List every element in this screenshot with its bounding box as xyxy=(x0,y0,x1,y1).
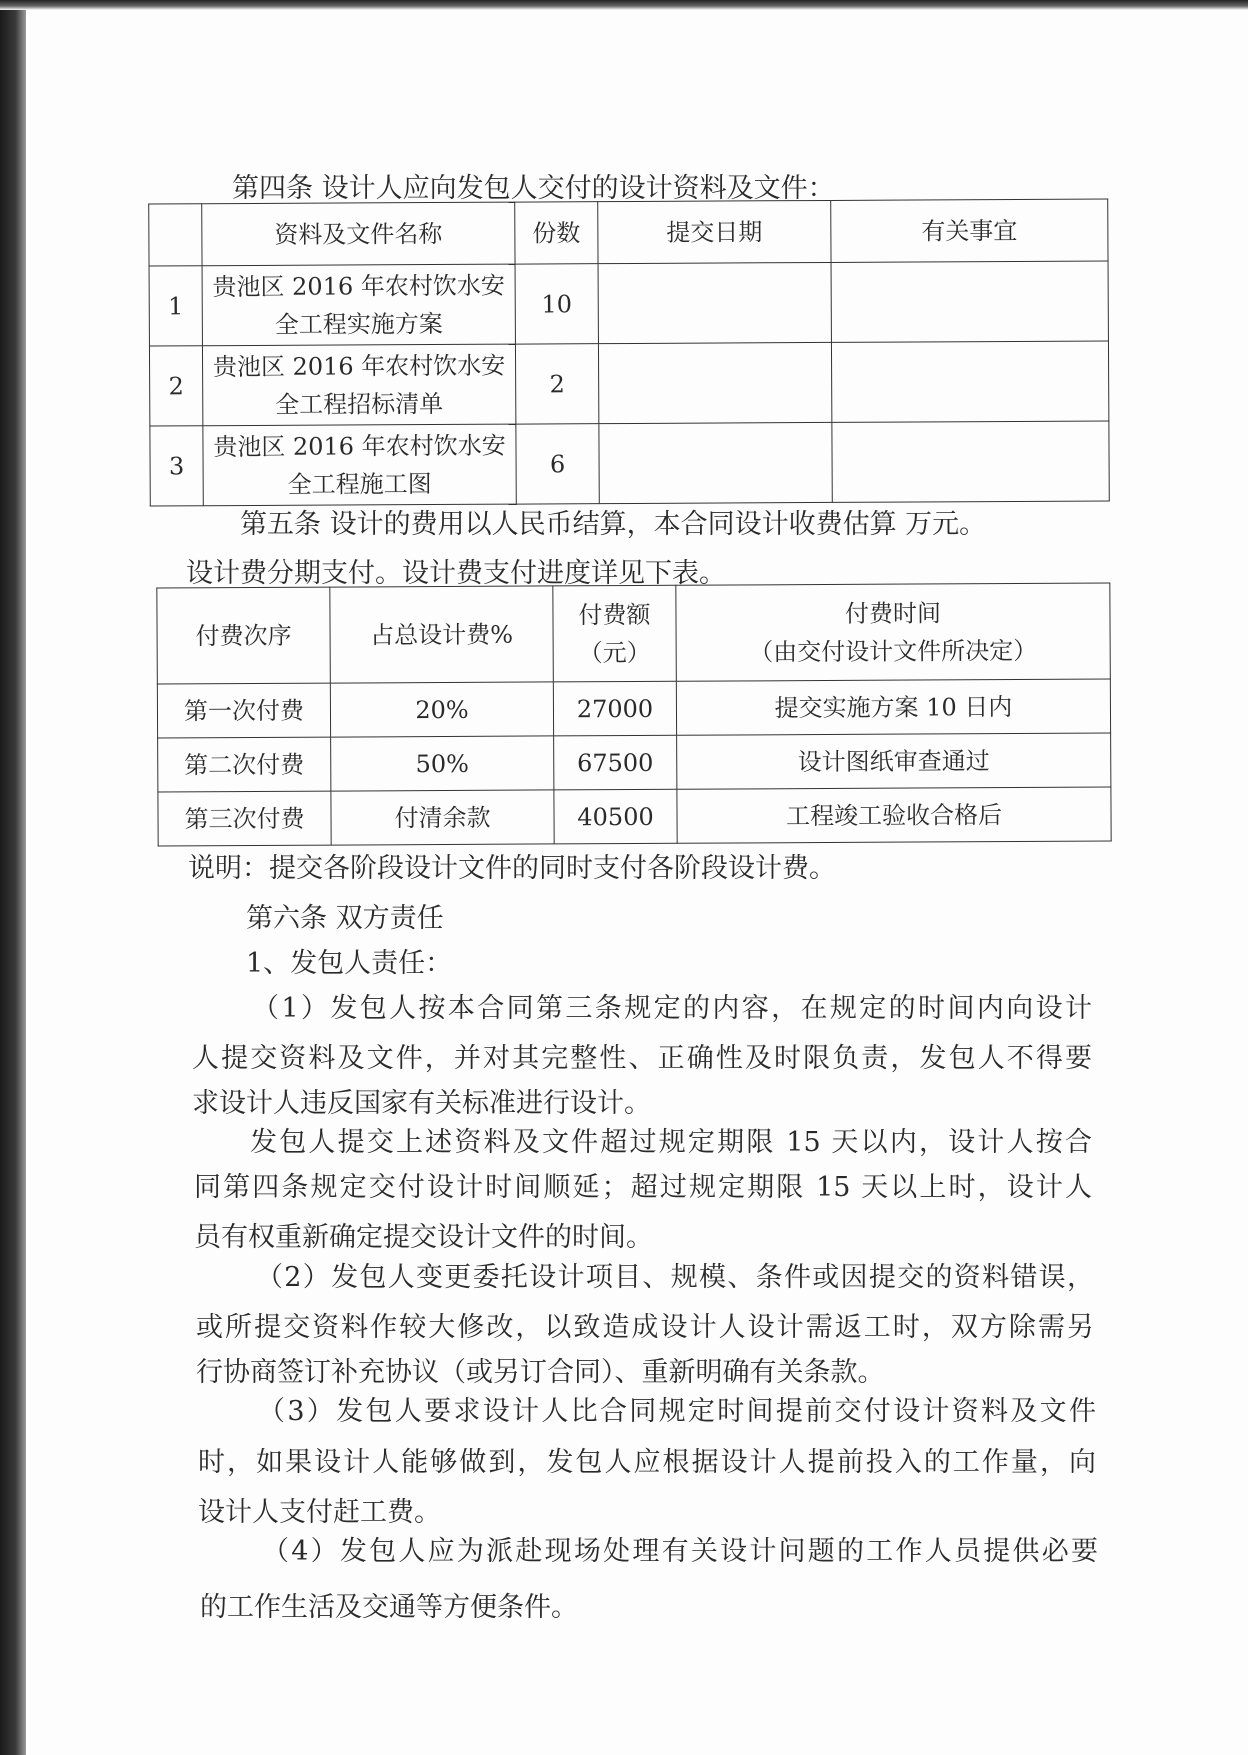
article5-line1: 第五条 设计的费用以人民币结算，本合同设计收费估算 万元。 xyxy=(240,509,987,540)
body-line: 求设计人违反国家有关标准进行设计。 xyxy=(192,1088,651,1119)
header-time xyxy=(676,583,1110,681)
header-name: 资料及文件名称 xyxy=(202,202,515,266)
table-row xyxy=(157,679,1110,738)
time-label: 付费时间 xyxy=(844,598,942,628)
name-line2: 全工程施工图 xyxy=(287,469,432,499)
row-time: 设计图纸审查通过 xyxy=(677,733,1111,789)
article6-sub1: 1、发包人责任： xyxy=(246,948,453,979)
article6-title: 第六条 双方责任 xyxy=(246,903,444,934)
amount-unit: （元） xyxy=(578,638,651,667)
body-line: 行协商签订补充协议（或另订合同）、重新明确有关条款。 xyxy=(196,1357,885,1388)
row-time: 工程竣工验收合格后 xyxy=(677,787,1111,843)
time-note: （由交付设计文件所决定） xyxy=(749,636,1038,666)
table-row xyxy=(150,421,1109,506)
row-name xyxy=(203,424,516,506)
row-time: 提交实施方案 10 日内 xyxy=(676,679,1110,735)
table-row xyxy=(158,733,1111,792)
row-notes xyxy=(831,341,1108,422)
name-line2: 全工程招标清单 xyxy=(275,389,444,419)
row-notes xyxy=(832,421,1109,502)
body-line: 人提交资料及文件，并对其完整性、正确性及时限负责，发包人不得要 xyxy=(192,1043,1092,1074)
body-line: 员有权重新确定提交设计文件的时间。 xyxy=(194,1222,653,1253)
header-date: 提交日期 xyxy=(598,200,831,263)
header-percent: 占总设计费% xyxy=(330,586,553,683)
deliverables-table xyxy=(148,198,1110,506)
row-order: 第二次付费 xyxy=(158,737,331,792)
row-order: 第一次付费 xyxy=(157,683,330,738)
table-row xyxy=(158,787,1111,846)
body-line: （2）发包人变更委托设计项目、规模、条件或因提交的资料错误， xyxy=(256,1262,1094,1293)
scan-edge-top xyxy=(0,0,1248,10)
header-notes: 有关事宜 xyxy=(831,199,1108,262)
article5-line2: 设计费分期支付。设计费支付进度详见下表。 xyxy=(186,558,726,589)
body-line: 同第四条规定交付设计时间顺延；超过规定期限 15 天以上时，设计人 xyxy=(194,1172,1092,1203)
body-line: （1）发包人按本合同第三条规定的内容，在规定的时间内向设计 xyxy=(252,993,1092,1024)
header-no xyxy=(149,204,202,266)
payment-table xyxy=(156,583,1111,847)
body-line: 设计人支付赶工费。 xyxy=(198,1497,441,1528)
row-copies: 10 xyxy=(515,264,598,344)
row-copies: 2 xyxy=(515,344,598,424)
body-line: 时，如果设计人能够做到，发包人应根据设计人提前投入的工作量，向 xyxy=(198,1447,1096,1478)
scan-edge-left xyxy=(0,0,26,1755)
name-line1: 贵池区 2016 年农村饮水安 xyxy=(212,351,506,381)
name-line1: 贵池区 2016 年农村饮水安 xyxy=(213,431,506,461)
header-copies: 份数 xyxy=(515,202,598,264)
table-header-row xyxy=(157,583,1110,684)
header-order: 付费次序 xyxy=(157,587,331,684)
row-amount: 67500 xyxy=(554,735,677,790)
row-percent: 20% xyxy=(330,682,553,737)
row-copies: 6 xyxy=(516,424,599,504)
row-date xyxy=(598,262,831,343)
row-notes xyxy=(831,261,1108,342)
row-no: 3 xyxy=(150,426,203,506)
name-line1: 贵池区 2016 年农村饮水安 xyxy=(212,271,505,301)
row-amount: 40500 xyxy=(554,789,677,844)
table-row xyxy=(149,261,1108,346)
row-percent: 付清余款 xyxy=(331,790,554,845)
row-name xyxy=(202,344,515,426)
row-percent: 50% xyxy=(331,736,554,791)
amount-label: 付费额 xyxy=(578,600,651,629)
row-name xyxy=(202,264,515,346)
article5-note: 说明：提交各阶段设计文件的同时支付各阶段设计费。 xyxy=(188,853,836,884)
table-row xyxy=(149,341,1108,426)
row-date xyxy=(599,422,832,503)
article4-title: 第四条 设计人应向发包人交付的设计资料及文件： xyxy=(232,173,835,204)
body-line: 的工作生活及交通等方便条件。 xyxy=(200,1592,578,1623)
row-no: 1 xyxy=(149,266,202,346)
body-line: （3）发包人要求设计人比合同规定时间提前交付设计资料及文件 xyxy=(258,1396,1096,1427)
row-no: 2 xyxy=(149,346,202,426)
body-line: 发包人提交上述资料及文件超过规定期限 15 天以内，设计人按合 xyxy=(250,1127,1092,1158)
row-order: 第三次付费 xyxy=(158,791,331,846)
row-date xyxy=(598,342,831,423)
header-amount xyxy=(553,585,677,682)
row-amount: 27000 xyxy=(553,681,676,736)
body-line: （4）发包人应为派赴现场处理有关设计问题的工作人员提供必要 xyxy=(262,1536,1098,1567)
table-header-row xyxy=(149,199,1108,266)
body-line: 或所提交资料作较大修改，以致造成设计人设计需返工时，双方除需另 xyxy=(196,1312,1094,1343)
name-line2: 全工程实施方案 xyxy=(274,309,443,339)
